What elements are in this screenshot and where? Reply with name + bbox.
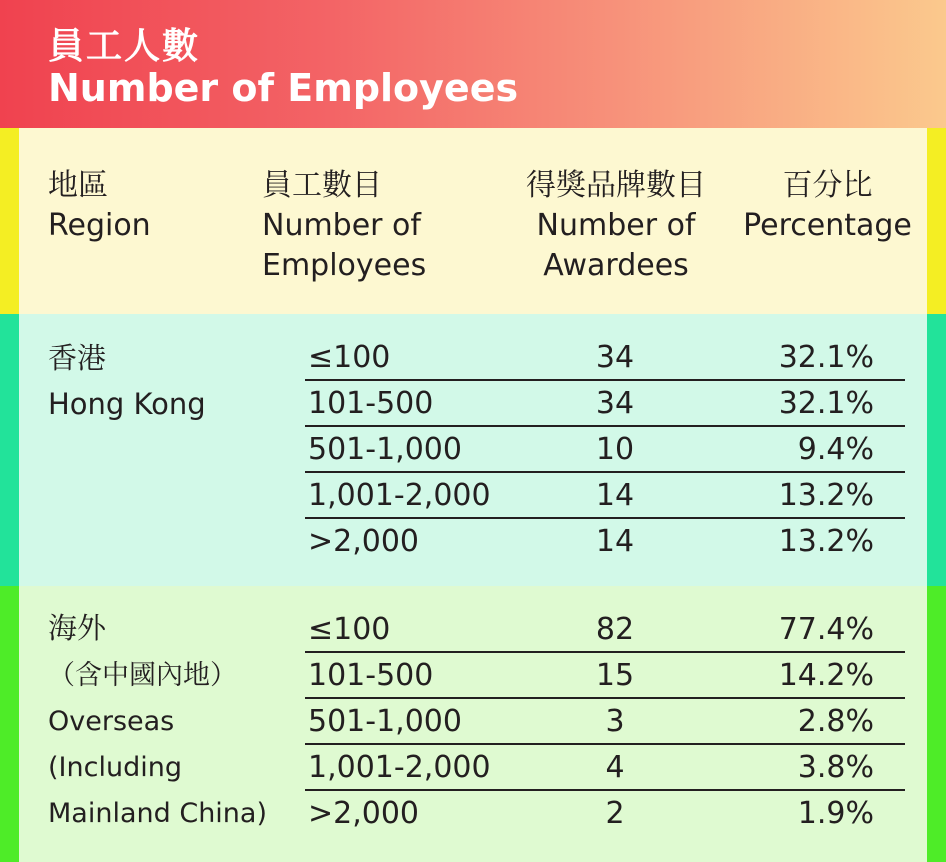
employee-range: 101-500	[308, 386, 434, 421]
employee-range: ≤100	[308, 340, 391, 375]
employee-range: 1,001-2,000	[308, 478, 491, 513]
employee-range: >2,000	[308, 524, 420, 559]
accent-bar	[0, 586, 19, 862]
percentage: 77.4%	[778, 612, 874, 647]
employee-range: ≤100	[308, 612, 391, 647]
percentage: 32.1%	[778, 340, 874, 375]
percentage: 32.1%	[778, 386, 874, 421]
awardee-count: 4	[605, 750, 625, 785]
employee-range: 501-1,000	[308, 704, 462, 739]
title-en: Number of Employees	[48, 66, 519, 110]
employee-range: 1,001-2,000	[308, 750, 491, 785]
accent-bar	[927, 586, 946, 862]
accent-bar	[927, 314, 946, 586]
overseas-section	[0, 586, 946, 862]
region-name-en: Hong Kong	[48, 387, 206, 421]
region-name-en-note: (Including	[48, 752, 182, 783]
awardee-count: 34	[595, 340, 635, 375]
column-header-employees: 員工數目 Number of Employees	[262, 168, 427, 283]
percentage: 2.8%	[797, 704, 874, 739]
awardee-count: 2	[605, 796, 625, 831]
awardee-count: 10	[595, 432, 635, 467]
title-zh: 員工人數	[48, 26, 201, 67]
employee-range: >2,000	[308, 796, 420, 831]
region-name-en-note: Mainland China)	[48, 798, 267, 829]
row-divider	[305, 697, 905, 699]
row-divider	[305, 651, 905, 653]
title-banner	[0, 0, 946, 128]
accent-bar	[927, 128, 946, 314]
percentage: 13.2%	[778, 478, 874, 513]
percentage: 1.9%	[797, 796, 874, 831]
region-name-en: Overseas	[48, 706, 175, 737]
column-header-awardees: 得獎品牌數目 Number of Awardees	[526, 168, 706, 283]
employee-range: 501-1,000	[308, 432, 462, 467]
row-divider	[305, 425, 905, 427]
employee-range: 101-500	[308, 658, 434, 693]
row-divider	[305, 743, 905, 745]
accent-bar	[0, 128, 19, 314]
awardee-count: 82	[595, 612, 635, 647]
row-divider	[305, 471, 905, 473]
awardee-count: 14	[595, 524, 635, 559]
awardee-count: 3	[605, 704, 625, 739]
accent-bar	[0, 314, 19, 586]
hong-kong-section	[0, 314, 946, 586]
column-header-percentage: 百分比 Percentage	[743, 168, 912, 243]
awardee-count: 14	[595, 478, 635, 513]
awardee-count: 15	[595, 658, 635, 693]
row-divider	[305, 789, 905, 791]
percentage: 9.4%	[797, 432, 874, 467]
region-name-zh: 海外	[48, 611, 107, 645]
row-divider	[305, 517, 905, 519]
percentage: 3.8%	[797, 750, 874, 785]
percentage: 13.2%	[778, 524, 874, 559]
region-name-zh-note: （含中國內地）	[48, 660, 237, 691]
row-divider	[305, 379, 905, 381]
awardee-count: 34	[595, 386, 635, 421]
column-header-region: 地區 Region	[48, 168, 151, 243]
region-name-zh: 香港	[48, 341, 107, 375]
table-header	[0, 128, 946, 314]
percentage: 14.2%	[778, 658, 874, 693]
